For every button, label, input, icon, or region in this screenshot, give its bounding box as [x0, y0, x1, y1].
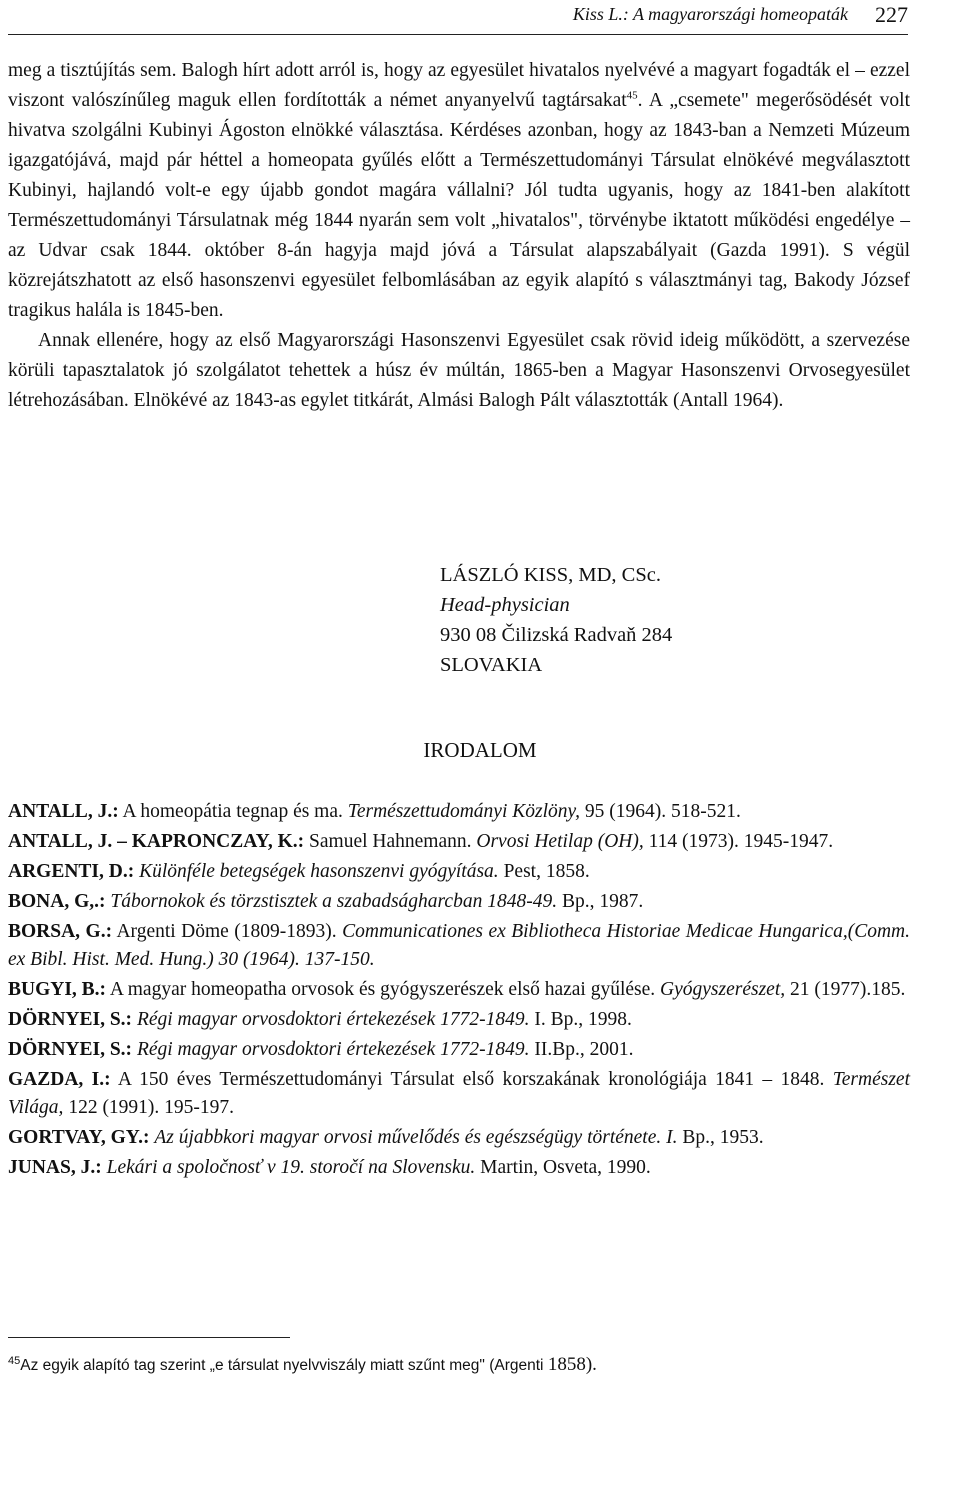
- footnote-reference: 45: [626, 89, 638, 102]
- author-street: 930 08 Čilizská Radvaň 284: [440, 624, 673, 646]
- reference-item: BUGYI, B.: A magyar homeopatha orvosok és gyógyszerészek első hazai gyűlése. Gyógyszerészet, 21 (1977).185.: [8, 979, 906, 1000]
- reference-item: BORSA, G.: Argenti Döme (1809-1893). Communicationes ex Bibliotheca Historiae Medicae Hungarica,(Comm. ex Bibl. Hist. Med. Hung.) 30 (1964). 137-150.: [8, 921, 910, 970]
- footnote-text: Az egyik alapító tag szerint „e társulat nyelvviszály miatt szűnt meg" (Argenti: [20, 1357, 548, 1374]
- footnote-marker: 45: [8, 1354, 21, 1367]
- body-text: [8, 56, 910, 416]
- reference-item: DÖRNYEI, S.: Régi magyar orvosdoktori értekezések 1772-1849. I. Bp., 1998.: [8, 1009, 632, 1030]
- reference-item: ANTALL, J. – KAPRONCZAY, K.: Samuel Hahnemann. Orvosi Hetilap (OH), 114 (1973). 1945-1947.: [8, 831, 834, 852]
- paragraph: Annak ellenére, hogy az első Magyarországi Hasonszenvi Egyesület csak rövid ideig működött, a szervezése körüli tapasztalatok jó szolgálatot tehettek a húsz év múltán, 1865-ben a Magyar Hasonszenvi Orvosegyesület létrehozásában. Elnökévé az 1843-as egylet titkárát, Almási Balogh Pált választották (Antall 1964).: [8, 330, 910, 411]
- paragraph: meg a tisztújítás sem. Balogh hírt adott arról is, hogy az egyesület hivatalos nyelvévé a magyart fogadták el – ezzel viszont valószínűleg maguk ellen fordították a német anyanyelvű tagtársakat$^{45}$. A „csemete" megerősödését volt hivatva szolgálni Kubinyi Ágoston elnökké választása. Kérdéses azonban, hogy az 1843-ban a Nemzeti Múzeum igazgatójává, majd pár héttel a homeopata gyűlés előtt a Természettudományi Társulat elnökévé megválasztott Kubinyi, hajlandó volt-e egy újabb gondot magára vállalni? Jól tudta ugyanis, hogy az 1841-ben alakított Természettudományi Társulatnak még 1844 nyarán sem volt „hivatalos", törvénybe iktatott működési engedélye – az Udvar csak 1844. október 8-án hagyja majd jóvá a Társulat alapszabályait (Gazda 1991). S végül közrejátszhatott az első hasonszenvi egyesület felbomlásában az egyik alapító s választmányi tag, Bakody József tragikus halála is 1845-ben.: [8, 60, 910, 321]
- reference-list: [8, 798, 910, 1184]
- reference-item: BONA, G,.: Tábornokok és törzstisztek a szabadságharcban 1848-49. Bp., 1987.: [8, 891, 644, 912]
- reference-item: JUNAS, J.: Lekári a spoločnosť v 19. storočí na Slovensku. Martin, Osveta, 1990.: [8, 1157, 651, 1178]
- reference-item: DÖRNYEI, S.: Régi magyar orvosdoktori értekezések 1772-1849. II.Bp., 2001.: [8, 1039, 634, 1060]
- footnote: $^{45}$Az egyik alapító tag szerint „e társulat nyelvviszály miatt szűnt meg" (Argenti 1858).: [8, 1354, 597, 1375]
- page-header: [8, 0, 908, 35]
- author-name: LÁSZLÓ KISS, MD, CSc.: [440, 564, 661, 586]
- footnote-divider: [8, 1337, 290, 1338]
- author-country: SLOVAKIA: [440, 654, 543, 676]
- reference-item: ANTALL, J.: A homeopátia tegnap és ma. Természettudományi Közlöny, 95 (1964). 518-521.: [8, 801, 741, 822]
- reference-item: GAZDA, I.: A 150 éves Természettudományi Társulat első korszakának kronológiája 1841 – 1848. Természet Világa, 122 (1991). 195-197.: [8, 1069, 910, 1118]
- author-role: Head-physician: [440, 594, 570, 616]
- author-address: [440, 560, 672, 680]
- running-title: Kiss L.: A magyarországi homeopaták: [572, 4, 848, 24]
- reference-item: ARGENTI, D.: Különféle betegségek hasonszenvi gyógyítása. Pest, 1858.: [8, 861, 590, 882]
- page-number: 227: [875, 2, 908, 27]
- reference-item: GORTVAY, GY.: Az újabbkori magyar orvosi művelődés és egészségügy története. I. Bp., 1953.: [8, 1127, 764, 1148]
- references-heading: IRODALOM: [423, 738, 537, 762]
